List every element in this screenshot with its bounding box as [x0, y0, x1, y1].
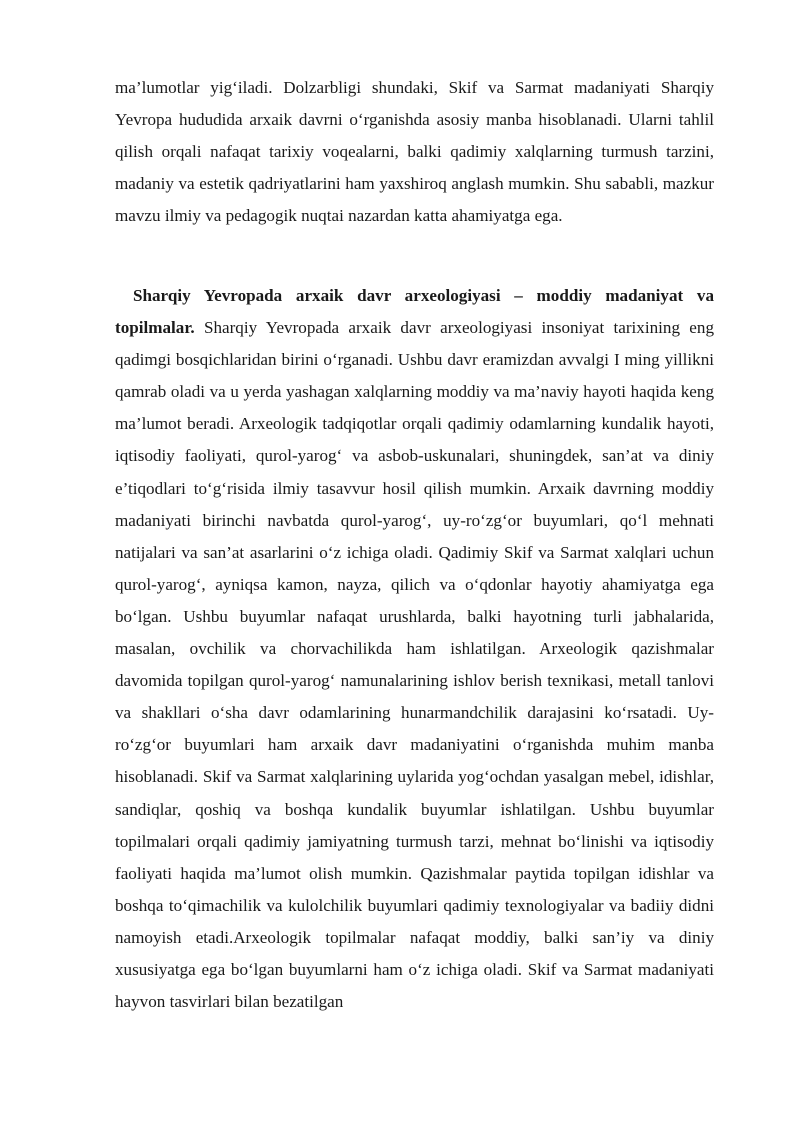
paragraph	[115, 72, 714, 232]
section-heading: Sharqiy Yevropada arxaik davr arxeologiyasi – moddiy madaniyat va topilmalar.	[115, 286, 714, 338]
paragraph-text: Sharqiy Yevropada arxaik davr arxeologiyasi insoniyat tarixining eng qadimgi bosqichlaridan birini o‘rganadi. Ushbu davr eramizdan avvalgi I ming yillikni qamrab oladi va u yerda yashagan xalqlarning moddiy va ma’naviy hayoti haqida keng ma’lumot beradi. Arxeologik tadqiqotlar orqali qadimiy odamlarning kundalik hayoti, iqtisodiy faoliyati, qurol-yarog‘ va asbob-uskunalari, shuningdek, san’at va diniy e’tiqodlari to‘g‘risida ilmiy tasavvur hosil qilish mumkin. Arxaik davrning moddiy madaniyati birinchi navbatda qurol-yarog‘, uy-ro‘zg‘or buyumlari, qo‘l mehnati natijalari va san’at asarlarini o‘z ichiga oladi. Qadimiy Skif va Sarmat xalqlari uchun qurol-yarog‘, ayniqsa kamon, nayza, qilich va o‘qdonlar hayotiy ahamiyatga ega bo‘lgan. Ushbu buyumlar nafaqat urushlarda, balki hayotning turli jabhalarida, masalan, ovchilik va chorvachilikda ham ishlatilgan. Arxeologik qazishmalar davomida topilgan qurol-yarog‘ namunalarining ishlov berish texnikasi, metall tanlovi va shakllari o‘sha davr odamlarining hunarmandchilik darajasini ko‘rsatadi. Uy-ro‘zg‘or buyumlari ham arxaik davr madaniyatini o‘rganishda muhim manba hisoblanadi. Skif va Sarmat xalqlarining uylarida yog‘ochdan yasalgan mebel, idishlar, sandiqlar, qoshiq va boshqa kundalik buyumlar ishlatilgan. Ushbu buyumlar topilmalari orqali qadimiy jamiyatning turmush tarzi, mehnat bo‘linishi va iqtisodiy faoliyati haqida ma’lumot olish mumkin. Qazishmalar paytida topilgan idishlar va boshqa to‘qimachilik va kulolchilik buyumlari qadimiy texnologiyalar va badiiy didni namoyish etadi.Arxeologik topilmalar nafaqat moddiy, balki san’iy va diniy xususiyatga ega bo‘lgan buyumlarni ham o‘z ichiga oladi. Skif va Sarmat madaniyati hayvon tasvirlari bilan bezatilgan	[115, 318, 714, 1012]
paragraph-text: ma’lumotlar yig‘iladi. Dolzarbligi shundaki, Skif va Sarmat madaniyati Sharqiy Yevropa hududida arxaik davrni o‘rganishda asosiy manba hisoblanadi. Ularni tahlil qilish orqali nafaqat tarixiy voqealarni, balki qadimiy xalqlarning turmush tarzini, madaniy va estetik qadriyatlarini ham yaxshiroq anglash mumkin. Shu sababli, mazkur mavzu ilmiy va pedagogik nuqtai nazardan katta ahamiyatga ega.	[115, 78, 714, 226]
paragraph	[115, 280, 714, 1018]
